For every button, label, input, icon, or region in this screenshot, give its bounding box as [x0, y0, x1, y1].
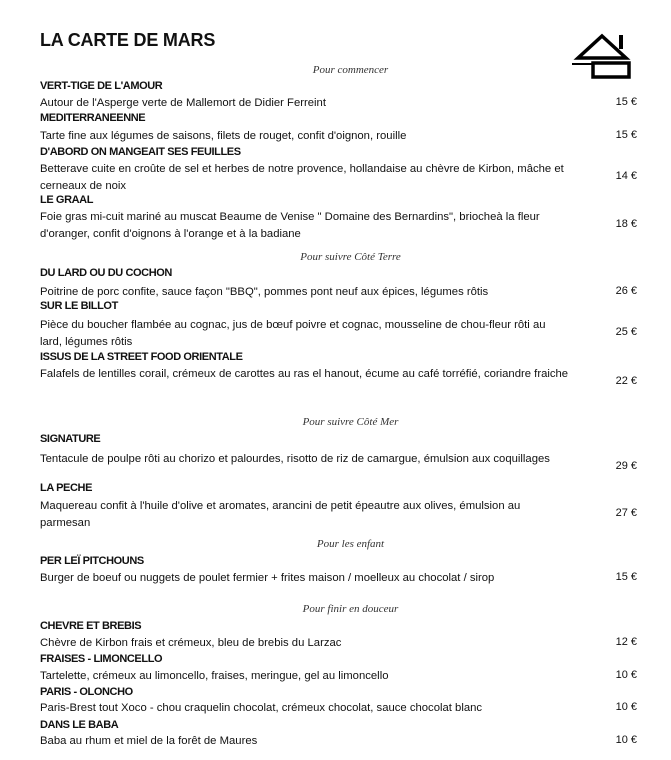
section-heading: Pour finir en douceur: [302, 603, 399, 615]
dish-price: 25 €: [615, 326, 637, 339]
dish-description: Tarte fine aux légumes de saisons, filets de rouget, confit d'oignon, rouille: [40, 130, 407, 142]
dish-description: Burger de boeuf ou nuggets de poulet fermier + frites maison / moelleux au chocolat / sirop: [40, 572, 495, 584]
dish-description: Baba au rhum et miel de la forêt de Maures: [40, 735, 258, 747]
dish-name: PARIS - OLONCHO: [40, 686, 133, 698]
dish-price: 10 €: [615, 669, 637, 681]
dish-description: Betterave cuite en croûte de sel et herbes de notre provence, hollandaise au chèvre de Kirbon, mâche et cerneaux de noix: [40, 163, 564, 192]
dish-name: SUR LE BILLOT: [40, 300, 118, 312]
dish-price: 12 €: [615, 636, 637, 648]
dish-price: 15 €: [615, 129, 637, 141]
section-heading: Pour suivre Côté Mer: [302, 416, 399, 428]
dish-price: 26 €: [615, 285, 637, 297]
dish-description: Tentacule de poulpe rôti au chorizo et palourdes, risotto de riz de camargue, émulsion aux coquillages: [40, 453, 550, 465]
section-heading: Pour suivre Côté Terre: [300, 251, 401, 263]
section-heading: Pour commencer: [312, 64, 389, 76]
dish-name: DANS LE BABA: [40, 719, 119, 731]
dish-description: Foie gras mi-cuit mariné au muscat Beaume de Venise " Domaine des Bernardins", briocheà la fleur d'oranger, confit d'oignons à l'orange et à la badiane: [40, 211, 540, 240]
dish-price: 18 €: [615, 218, 637, 231]
dish-price: 10 €: [615, 701, 637, 713]
dish-name: DU LARD OU DU COCHON: [40, 267, 172, 279]
dish-price: 27 €: [615, 507, 637, 520]
dish-description: Falafels de lentilles corail, crémeux de carottes au ras el hanout, écume au café torréfié, coriandre fraiche: [40, 368, 569, 380]
dish-price: 10 €: [615, 734, 637, 746]
dish-description: Tartelette, crémeux au limoncello, fraises, meringue, gel au limoncello: [40, 670, 389, 682]
dish-price: 29 €: [615, 460, 637, 473]
dish-price: 15 €: [615, 571, 637, 583]
dish-description: Paris-Brest tout Xoco - chou craquelin chocolat, crémeux chocolat, sauce chocolat blanc: [40, 702, 483, 714]
dish-description: Autour de l'Asperge verte de Mallemort de Didier Ferreint: [40, 97, 326, 109]
dish-name: PER LEÏ PITCHOUNS: [40, 555, 144, 567]
page-title: LA CARTE DE MARS: [40, 30, 216, 50]
dish-price: 14 €: [615, 170, 637, 183]
dish-name: D'ABORD ON MANGEAIT SES FEUILLES: [40, 146, 241, 158]
dish-name: VERT-TIGE DE L'AMOUR: [40, 80, 163, 92]
dish-description: Poitrine de porc confite, sauce façon "BBQ", pommes pont neuf aux épices, légumes rôtis: [40, 286, 489, 298]
section-heading: Pour les enfant: [316, 538, 385, 550]
dish-description: Maquereau confit à l'huile d'olive et aromates, arancini de petit épeautre aux olives, émulsion au parmesan: [40, 500, 521, 529]
dish-name: CHEVRE ET BREBIS: [40, 620, 142, 632]
dish-name: LA PECHE: [40, 482, 93, 494]
dish-description: Pièce du boucher flambée au cognac, jus de bœuf poivre et cognac, mousseline de chou-fleur rôti au lard, légumes rôtis: [40, 319, 546, 348]
dish-name: SIGNATURE: [40, 433, 101, 445]
dish-description: Chèvre de Kirbon frais et crémeux, bleu de brebis du Larzac: [40, 637, 342, 649]
dish-name: FRAISES - LIMONCELLO: [40, 653, 163, 665]
dish-price: 15 €: [615, 96, 637, 108]
dish-name: LE GRAAL: [40, 194, 94, 206]
dish-name: ISSUS DE LA STREET FOOD ORIENTALE: [40, 351, 243, 363]
dish-name: MEDITERRANEENNE: [40, 112, 146, 124]
dish-price: 22 €: [615, 375, 637, 388]
